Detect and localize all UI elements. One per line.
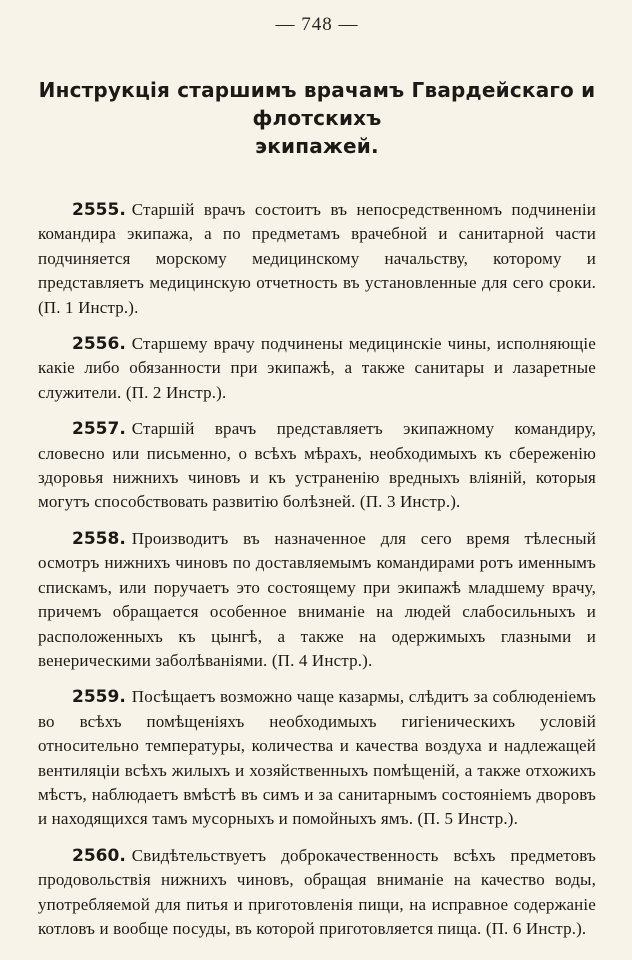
article-2557 xyxy=(38,417,596,515)
article-text: Посѣщаетъ возможно чаще казармы, слѣдитъ за соблюденіемъ во всѣхъ помѣщеніяхъ необходимыхъ гигіеническихъ условій относительно температуры, количества и качества воздуха и надлежащей вентиляціи всѣхъ жилыхъ и хозяйственныхъ помѣщеній, а также отхожихъ мѣстъ, наблюдаетъ вмѣстѣ въ симъ и за санитарнымъ состояніемъ дворовъ и находящихся тамъ мусорныхъ и помойныхъ ямъ. (П. 5 Инстр.). xyxy=(38,687,596,829)
article-2556 xyxy=(38,332,596,405)
article-number: 2560. xyxy=(72,845,126,866)
article-2558 xyxy=(38,527,596,673)
article-number: 2555. xyxy=(72,200,126,220)
article-number: 2556. xyxy=(72,334,126,355)
section-title-line-2: экипажей. xyxy=(255,134,379,158)
article-text: Старшему врачу подчинены медицинскіе чины, исполняющіе какіе либо обязанности при экипажѣ, а также санитары и лазаретные служители. (П. 2 Инстр.). xyxy=(38,334,596,402)
article-text: Свидѣтельствуетъ доброкачественность всѣхъ предметовъ продовольствія нижнихъ чиновъ, обращая вниманіе на качество воды, употребляемой для питья и приготовленія пищи, на исправное содержаніе котловъ и вообще посуды, въ которой приготовляется пища. (П. 6 Инстр.). xyxy=(38,845,596,938)
section-title-line-1: Инструкція старшимъ врачамъ Гвардейскаго и флотскихъ xyxy=(38,78,596,130)
article-2555 xyxy=(38,198,596,320)
article-number: 2558. xyxy=(72,528,126,549)
article-text: Производитъ въ назначенное для сего время тѣлесный осмотръ нижнихъ чиновъ по доставляемымъ командирами ротъ именнымъ спискамъ, или поручаетъ это состоящему при экипажѣ младшему врачу, причемъ обращается особенное вниманіе на людей слабосильныхъ и расположенныхъ къ цынгѣ, а также на одержимыхъ глазными и венерическими заболѣваніями. (П. 4 Инстр.). xyxy=(38,528,596,670)
article-2559 xyxy=(38,685,596,831)
section-title xyxy=(38,76,596,160)
article-2560 xyxy=(38,844,596,942)
article-number: 2559. xyxy=(72,687,126,708)
article-number: 2557. xyxy=(72,419,126,440)
page-number: — 748 — xyxy=(275,14,359,35)
article-text: Старшій врачъ представляетъ экипажному командиру, словесно или письменно, о всѣхъ мѣрахъ, необходимыхъ къ сбереженію здоровья нижнихъ чиновъ и къ устраненію вредныхъ вліяній, которыя могутъ способствовать развитію болѣзней. (П. 3 Инстр.). xyxy=(38,419,596,512)
article-text: Старшій врачъ состоитъ въ непосредственномъ подчиненіи командира экипажа, а по предметамъ врачебной и санитарной части подчиняется морскому медицинскому начальству, которому и представляетъ медицинскую отчетность въ установленные для сего сроки. (П. 1 Инстр.). xyxy=(38,200,596,317)
